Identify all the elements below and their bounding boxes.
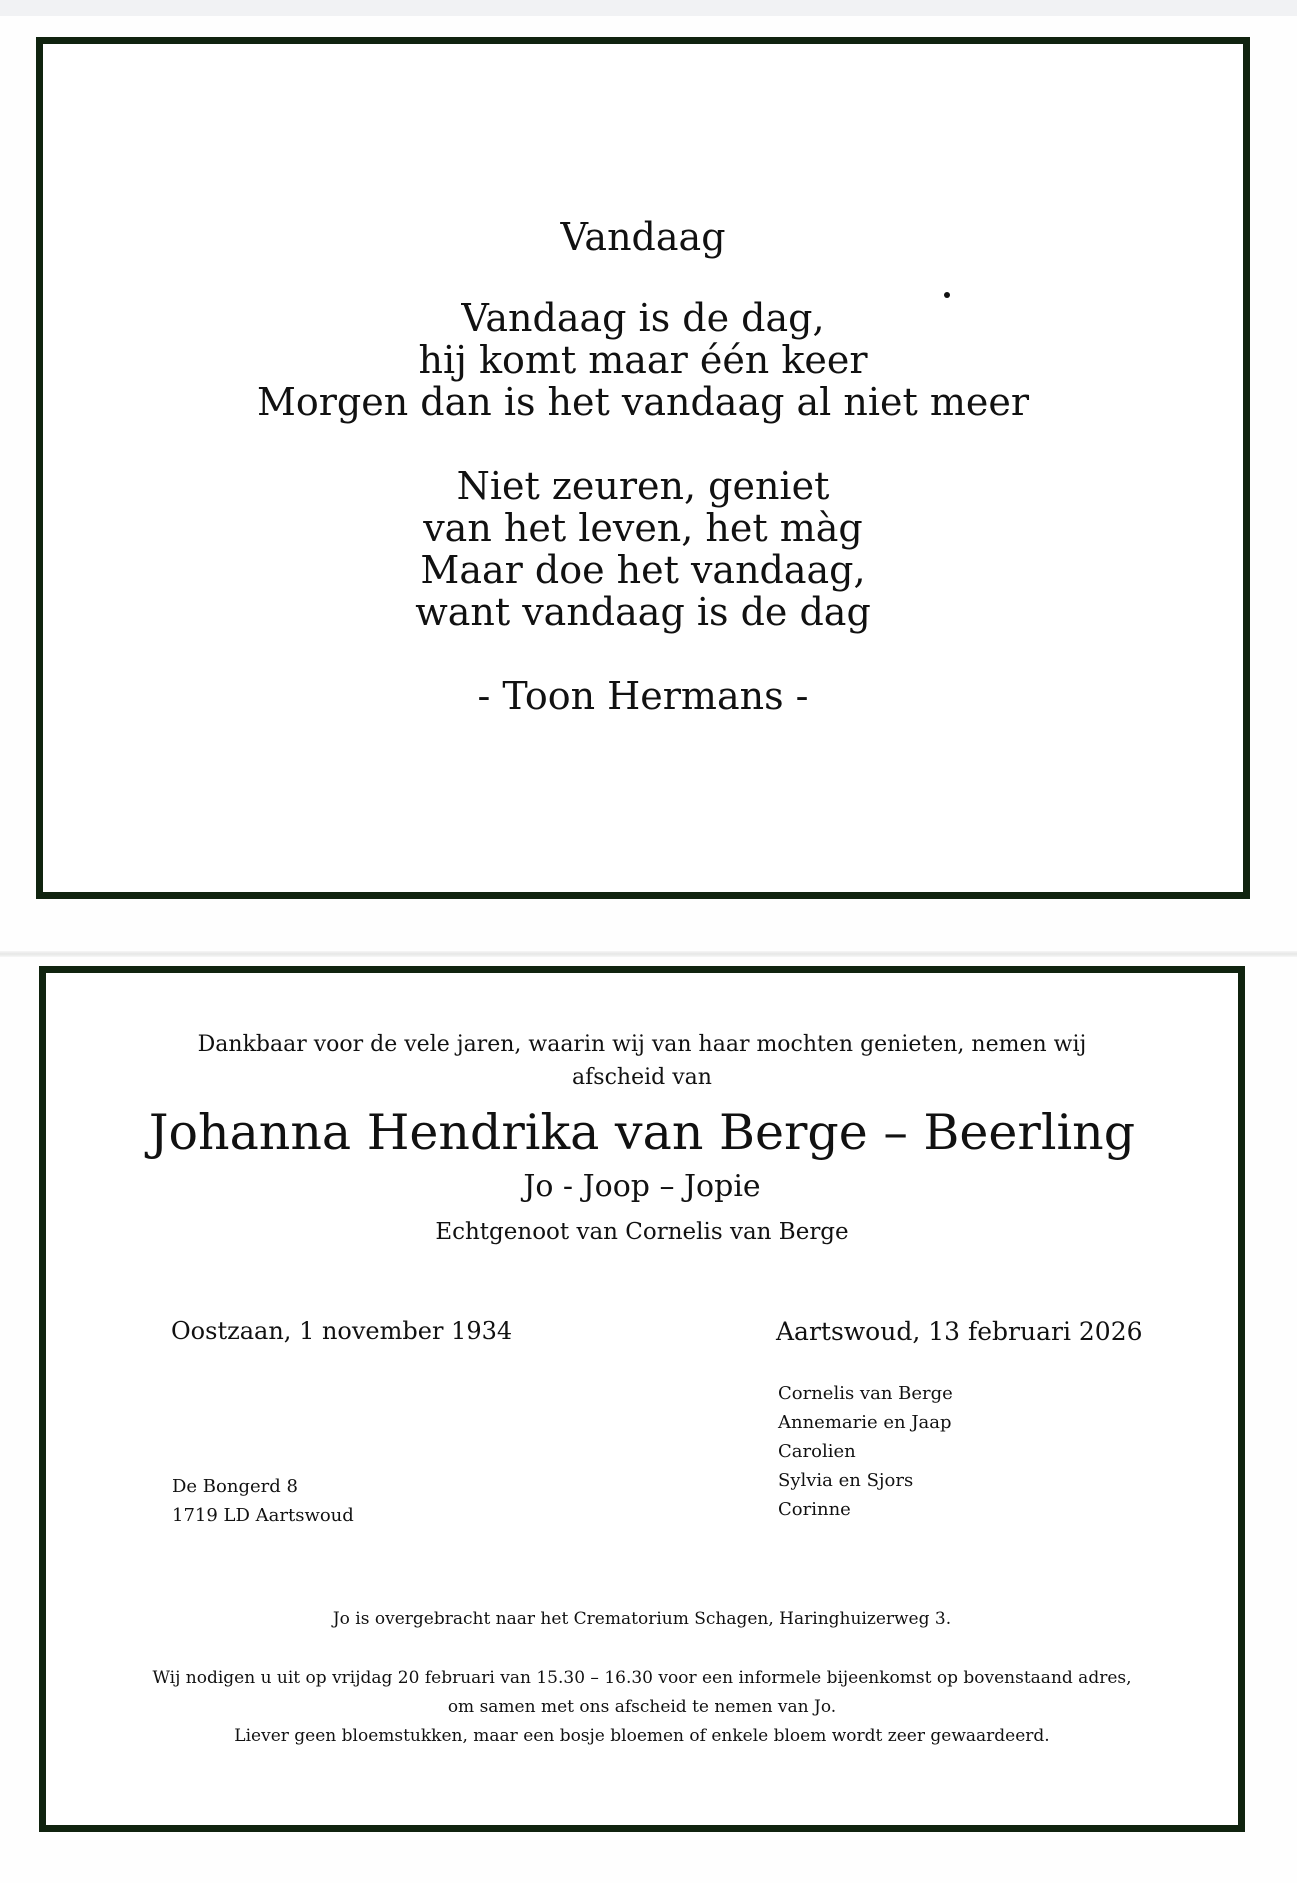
nicknames: Jo - Joop – Jopie <box>523 1169 761 1204</box>
poem-card <box>36 37 1250 899</box>
relative-name: Corinne <box>778 1499 851 1520</box>
poem-line: Morgen dan is het vandaag al niet meer <box>256 380 1030 424</box>
poem-author: - Toon Hermans - <box>477 674 809 718</box>
spouse-line: Echtgenoot van Cornelis van Berge <box>435 1219 849 1245</box>
scan-top-strip <box>0 0 1297 16</box>
poem-body <box>43 297 1243 717</box>
invitation-line: om samen met ons afscheid te nemen van Jo. <box>447 1697 837 1717</box>
poem-stanza <box>43 465 1243 633</box>
poem-line: want vandaag is de dag <box>415 590 871 634</box>
relatives-list <box>778 1379 953 1524</box>
poem-line: Maar doe het vandaag, <box>420 548 866 592</box>
intro-line: Dankbaar voor de vele jaren, waarin wij van haar mochten genieten, nemen wij <box>197 1032 1087 1057</box>
poem-line: van het leven, het màg <box>423 506 863 550</box>
transfer-notice: Jo is overgebracht naar het Crematorium Schagen, Haringhuizerweg 3. <box>332 1609 952 1629</box>
relative-name: Cornelis van Berge <box>778 1383 953 1404</box>
correspondence-address <box>172 1472 354 1530</box>
intro-line: afscheid van <box>572 1065 712 1090</box>
ink-speck <box>944 292 950 298</box>
poem-title: Vandaag <box>560 215 726 259</box>
poem-line: hij komt maar één keer <box>418 338 868 382</box>
card-fold-line <box>0 951 1297 957</box>
relative-name: Annemarie en Jaap <box>778 1412 952 1433</box>
flowers-note: Liever geen bloemstukken, maar een bosje bloemen of enkele bloem wordt zeer gewaardeerd. <box>234 1726 1050 1746</box>
death-place-date: Aartswoud, 13 februari 2026 <box>776 1317 1143 1346</box>
deceased-name: Johanna Hendrika van Berge – Beerling <box>148 1104 1136 1161</box>
address-postcode-city: 1719 LD Aartswoud <box>172 1505 354 1526</box>
relative-name: Sylvia en Sjors <box>778 1470 914 1491</box>
poem-line: Niet zeuren, geniet <box>456 464 830 508</box>
poem-line: Vandaag is de dag, <box>461 296 825 340</box>
address-street: De Bongerd 8 <box>172 1476 298 1497</box>
poem-stanza <box>43 297 1243 423</box>
announcement-card <box>39 966 1245 1832</box>
birth-place-date: Oostzaan, 1 november 1934 <box>171 1317 513 1345</box>
invitation-line: Wij nodigen u uit op vrijdag 20 februari van 15.30 – 16.30 voor een informele bijeenkomst op bovenstaand adres, <box>152 1668 1132 1688</box>
relative-name: Carolien <box>778 1441 856 1462</box>
intro-text <box>46 1028 1238 1094</box>
invitation-notes <box>46 1664 1238 1751</box>
